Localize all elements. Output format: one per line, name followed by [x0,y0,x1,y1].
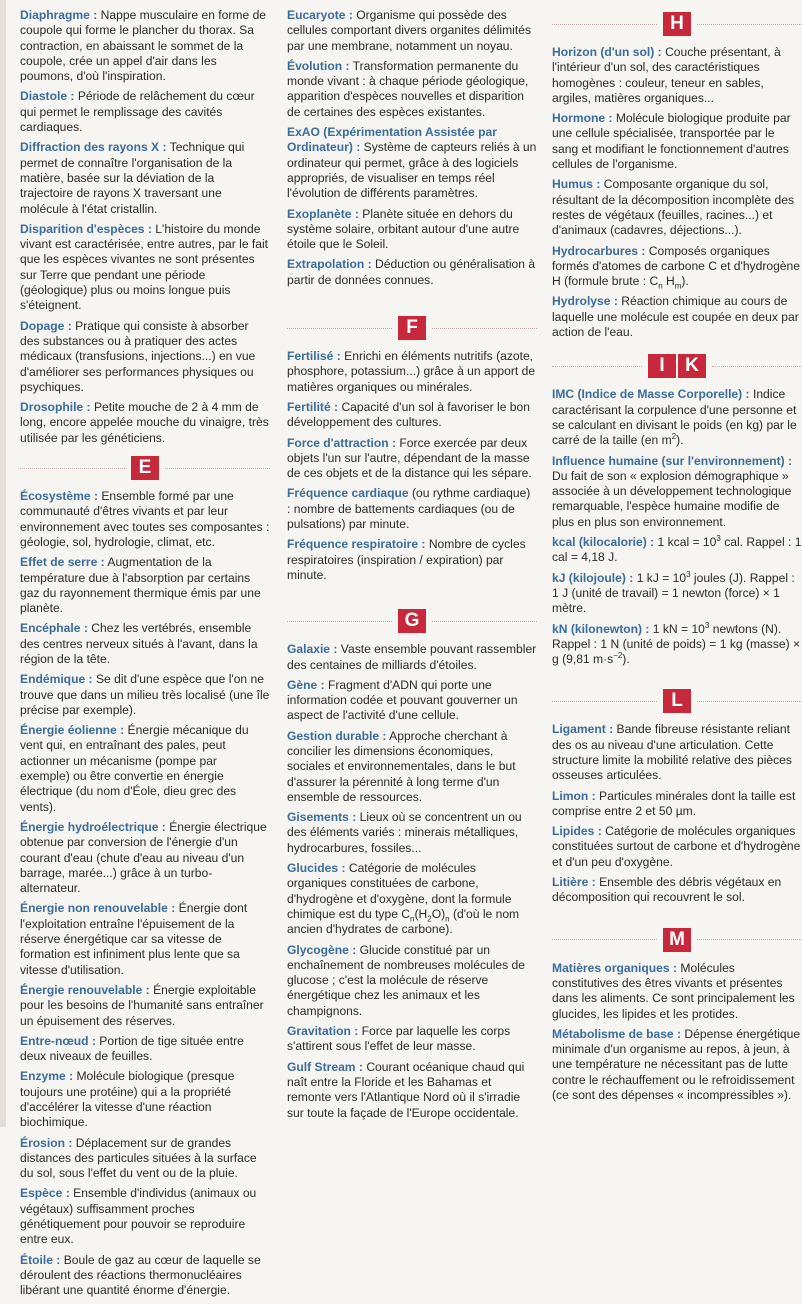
glossary-term: Diaphragme : [20,8,98,22]
glossary-definition: Bande fibreuse résistante reliant des os au niveau d'une articulation. Cette structure limite la mobilité relative des pièces osseuses articulées. [552,722,792,783]
glossary-definition: Ensemble formé par une communauté d'êtres vivants et par leur environnement avec toutes ses composantes : géologie, sol, hydrologie, climat, etc. [20,489,270,549]
glossary-entry [287,1060,537,1121]
glossary-entry [552,789,802,820]
glossary-definition: Nombre de cycles respiratoires (inspiration / expiration) par minute. [287,537,526,582]
glossary-entry [20,489,270,550]
glossary-term: Galaxie : [287,642,338,657]
glossary-definition: Énergie électrique obtenue par conversion de l'énergie d'un courant d'eau (chute d'eau au niveau d'un barrage, marée...) grâce à un turbo-alternateur. [20,819,267,896]
glossary-entry [552,111,802,172]
dotted-rule [712,366,802,367]
glossary-definition: (ou rythme cardiaque) : nombre de battements cardiaques (ou de pulsations) par minute. [287,486,531,532]
glossary-entry [287,400,537,431]
glossary-definition: Courant océanique chaud qui naît entre la Floride et les Bahamas et remonte vers l'Atlantique Nord où il s'irradie sur toute la façade de l'Europe occidentale. [287,1059,525,1120]
glossary-definition: Lieux où se concentrent un ou des éléments variés : minerais métalliques, hydrocarbures, fossiles... [287,810,522,855]
glossary-entry [552,294,802,340]
glossary-entry [20,555,270,616]
glossary-term: Effet de serre : [20,555,105,570]
glossary-term: Gisements : [287,810,357,825]
dotted-rule [552,366,642,367]
glossary-definition: Molécule biologique (presque toujours une protéine) qui a la propriété d'accélérer la vitesse d'une réaction biochimique. [20,1069,235,1130]
glossary-term: Métabolisme de base : [552,1026,682,1041]
entry-kj: kJ (kilojoule) : 1 kJ = $10^3$ joules (J). Rappel : 1 J (unité de travail) = 1 newton (force) × 1 mètre. [552,569,795,616]
glossary-term: Eucaryote : [287,8,353,22]
glossary-term: Glycogène : [287,942,357,957]
glossary-entry [20,222,270,314]
column-3 [552,8,802,1108]
dotted-rule [697,24,802,25]
glossary-definition: Fragment d'ADN qui porte une information codée et pouvant gouverner un aspect de l'activité d'une cellule. [287,677,518,723]
glossary-definition: L'histoire du monde vivant est caractérisée, entre autres, par le fait que les espèces vivantes ne sont présentes sur Terre que pendant une période (géologique) plus ou moins longue puis s'éteignent. [20,221,269,313]
glossary-definition: Pratique qui consiste à absorber des substances ou à pratiquer des actes médicaux (transfusions, injections...) en vue d'améliorer ses performances physiques ou psychiques. [20,318,256,394]
glossary-entry [20,8,270,84]
glossary-definition: Vaste ensemble pouvant rassembler des centaines de milliards d'étoiles. [287,642,537,672]
glossary-entry [287,349,537,395]
glossary-definition: Portion de tige située entre deux niveaux de feuilles. [20,1033,244,1064]
glossary-definition: Force exercée par deux objets l'un sur l'autre, dépendant de la masse de ces objets et de la distance qui les sépare. [287,435,532,481]
glossary-definition: Réaction chimique au cours de laquelle une molécule est coupée en deux par action de l'eau. [552,294,799,340]
glossary-definition: Glucide constitué par un enchaînement de nombreuses molécules de glucose ; c'est la molécule de réserve énergétique chez les animaux et les champignons. [287,942,525,1018]
dotted-rule [287,328,392,329]
glossary-definition: Ensemble des débris végétaux en décomposition qui recouvrent le sol. [552,875,782,905]
glossary-entry [20,1069,270,1130]
glossary-term: Disparition d'espèces : [20,221,152,236]
dotted-rule [552,701,657,702]
glossary-term: Fertilité : [287,399,339,414]
glossary-entry [287,207,537,253]
glossary-term: Ligament : [552,722,614,737]
glossary-entry [20,400,270,446]
glossary-definition: Énergie mécanique du vent qui, en entraînant des pales, peut actionner un mécanisme (pompe par exemple) ou être convertie en énergie électrique (du nom d'Éole, dieu grec des vents). [20,723,249,814]
glossary-term: Diffraction des rayons X : [20,140,167,155]
dotted-rule [432,328,537,329]
glossary-term: Horizon (d'un sol) : [552,45,662,59]
glossary-definition: Se dit d'une espèce que l'on ne trouve que dans un milieu très localisé (une île précise par exemple). [20,672,270,717]
glossary-term: Force d'attraction : [287,435,397,450]
entry-list-g2 [287,943,537,1121]
glossary-term: Enzyme : [20,1069,74,1084]
letter-badge-i: I [648,354,676,378]
glossary-definition: Transformation permanente du monde vivant : à chaque période géologique, apparition d'espèces nouvelles et disparition de certaines des espèces existantes. [287,58,529,119]
glossary-definition: Augmentation de la température due à l'absorption par certains gaz du rayonnement thermique émis par une planète. [20,555,261,616]
entry-hydrocarbures: Hydrocarbures : Composés organiques formés d'atomes de carbone C et d'hydrogène H (formule brute : $C_n$ $H_m$). [552,243,800,291]
glossary-entry [20,1136,270,1182]
glossary-term: Fertilisé : [287,349,341,364]
letter-badge-e: E [131,456,159,480]
glossary-definition: Approche cherchant à concilier les dimensions économiques, sociales et environnementales, dans le but d'assurer la pérennité à long terme d'un ensemble de ressources. [287,728,516,804]
glossary-entry [287,486,537,532]
glossary-definition: Nappe musculaire en forme de coupole qui forme le plancher du thorax. Sa contraction, en abaissant le sommet de la coupole, crée un appel d'air dans les poumons, d'où l'inspiration. [20,8,267,84]
page-gutter [0,0,6,1127]
glossary-entry [20,820,270,896]
glossary-term: Érosion : [20,1135,73,1150]
letter-badge-m: M [663,928,691,952]
glossary-definition: Petite mouche de 2 à 4 mm de long, encore appelée mouche du vinaigre, très utilisée par les généticiens. [20,400,269,445]
entry-list-e-cont [287,8,537,288]
dotted-rule [697,939,802,940]
glossary-definition: Système de capteurs reliés à un ordinateur qui permet, grâce à des logiciels appropriés, de visualiser en temps réel l'évolution de différents paramètres. [287,140,537,201]
glossary-entry [552,875,802,906]
letter-separator-m [552,928,802,952]
glossary-entry [552,177,802,238]
glossary-term: Gravitation : [287,1024,359,1039]
glossary-term: Hydrolyse : [552,294,618,309]
entry-kcal: kcal (kilocalorie) : 1 kcal = $10^3$ cal. Rappel : 1 cal = 4,18 J. [552,533,802,565]
glossary-definition: Technique qui permet de connaître l'organisation de la matière, basée sur la déviation de la trajectoire de rayons X traversant une molécule à l'état cristallin. [20,140,245,216]
glossary-entry [20,723,270,815]
glossary-term: ExAO (Expérimentation Assistée par Ordinateur) : [287,125,497,155]
glossary-entry [552,961,802,1022]
glossary-definition: Dépense énergétique minimale d'un organisme au repos, à jeun, à une température ne nécessitant pas de lutte contre le réchauffement ou le refroidissement (ce sont des dépenses « incompressibles »). [552,1026,801,1103]
glossary-entry [287,810,537,856]
glossary-term: Litière : [552,875,596,890]
glossary-term: Évolution : [287,58,350,73]
glossary-definition: Chez les vertébrés, ensemble des centres nerveux situés à l'avant, dans la région de la tête. [20,621,258,666]
glossary-term: Diastole : [20,89,75,104]
dotted-rule [432,621,537,622]
glossary-entry [287,729,537,805]
glossary-definition: Déplacement sur de grandes distances des particules situées à la surface du sol, sous l'effet du vent ou de la pluie. [20,1135,257,1181]
glossary-entry [20,621,270,667]
glossary-term: Énergie renouvelable : [20,982,150,997]
glossary-definition: Planète située en dehors du système solaire, orbitant autour d'une autre étoile que le Soleil. [287,206,520,252]
entry-list-h [552,45,802,239]
glossary-term: Entre-nœud : [20,1033,96,1048]
glossary-entry [552,824,802,870]
glossary-term: Dopage : [20,318,72,333]
glossary-entry [20,672,270,718]
glossary-definition: Énergie exploitable pour les besoins de l'humanité sans entraîner un épuisement des réserves. [20,982,264,1028]
column-2 [287,8,537,1126]
dotted-rule [552,939,657,940]
entry-list-f [287,349,537,583]
letter-badge-g: G [398,609,426,633]
glossary-definition: Ensemble d'individus (animaux ou végétaux) suffisamment proches génétiquement pour pouvoir se reproduire entre eux. [20,1186,257,1247]
glossary-term: Énergie non renouvelable : [20,901,176,916]
glossary-definition: Force par laquelle les corps s'attirent sous l'effet de leur masse. [287,1024,511,1054]
glossary-term: Hormone : [552,111,613,126]
letter-separator-h [552,12,802,36]
glossary-term: Fréquence cardiaque [287,486,409,501]
dotted-rule [165,468,270,469]
glossary-entry [287,8,537,54]
glossary-term: Espèce : [20,1186,70,1201]
letter-badge-l: L [663,689,691,713]
entry-list-h2 [552,294,802,340]
glossary-term: Énergie hydroélectrique : [20,819,166,834]
glossary-entry [20,983,270,1029]
entry-influence: Influence humaine (sur l'environnement) : Du fait de son « explosion démographique » associée à un développement technologique remarquable, l'espèce humaine modifie de plus en plus son environnement. [552,453,793,529]
letter-badge-k: K [678,354,706,378]
glossary-term: Énergie éolienne : [20,723,125,738]
glossary-entry [552,1027,802,1103]
glossary-term: Extrapolation : [287,257,372,272]
glossary-entry [552,722,802,783]
glossary-term: Gestion durable : [287,728,387,743]
glossary-definition: Molécule biologique produite par une cellule spécialisée, transportée par le sang et modifiant le fonctionnement d'autres cellules de l'organisme. [552,111,791,172]
glossary-term: Fréquence respiratoire : [287,537,426,552]
dotted-rule [20,468,125,469]
glossary-definition: Boule de gaz au cœur de laquelle se déroulent des réactions thermonucléaires libérant une quantité énorme d'énergie. [20,1252,261,1298]
glossary-entry [287,943,537,1019]
glossary-entry [287,59,537,120]
glossary-entry [287,642,537,673]
entry-list-m [552,961,802,1104]
glossary-term: Limon : [552,788,596,803]
glossary-definition: Enrichi en éléments nutritifs (azote, phosphore, potassium...) grâce à un apport de matières organiques ou minérales. [287,349,536,394]
glossary-entry [287,436,537,482]
glossary-entry [552,45,802,106]
dotted-rule [287,621,392,622]
glossary-entry [287,678,537,724]
glossary-entry [287,257,537,288]
glossary-entry [20,1253,270,1299]
glossary-entry [287,1024,537,1055]
glossary-term: Gulf Stream : [287,1059,363,1074]
glossary-term: Écosystème : [20,489,98,504]
entry-list-g [287,642,537,856]
entry-kn: kN (kilonewton) : 1 kN = $10^3$ newtons (N). Rappel : 1 N (unité de poids) = 1 kg (masse) × g (9,81 $m\cdot s^{-2}$). [552,620,801,667]
letter-badge-h: H [663,12,691,36]
column-1 [20,8,270,1304]
glossary-term: Exoplanète : [287,206,359,221]
glossary-term: Étoile : [20,1252,61,1267]
glossary-entry [20,1186,270,1247]
glossary-entry [287,537,537,583]
entry-glucides: Glucides : Catégorie de molécules organiques constituées de carbone, d'hydrogène et d'oxygène, dont la formule chimique est du type $C_n(H_2O)_n$ (d'où le nom ancien d'hydrates de carbone). [287,861,520,937]
letter-badge-f: F [398,316,426,340]
glossary-definition: Molécules constitutives des êtres vivants et présentes dans les aliments. Ce sont principalement les glucides, les lipides et les protides. [552,960,795,1021]
entry-list-e [20,489,270,1299]
glossary-term: Humus : [552,177,601,192]
entry-imc: IMC (Indice de Masse Corporelle) : Indice caractérisant la corpulence d'une personne et se calculant en divisant le poids (en kg) par le carré de la taille (en $m^2$). [552,387,797,448]
dotted-rule [697,701,802,702]
glossary-definition: Période de relâchement du cœur qui permet le remplissage des cavités cardiaques. [20,89,255,135]
glossary-entry [20,319,270,395]
glossary-definition: Déduction ou généralisation à partir de données connues. [287,257,536,287]
glossary-term: Endémique : [20,672,93,687]
letter-separator-e [20,456,270,480]
glossary-entry [20,89,270,135]
glossary-entry [20,140,270,216]
entry-list-d [20,8,270,446]
glossary-definition: Catégorie de molécules organiques constituées surtout de carbone et d'hydrogène et d'un peu d'oxygène. [552,824,801,869]
letter-separator-f [287,316,537,340]
glossary-definition: Capacité d'un sol à favoriser le bon développement des cultures. [287,399,530,430]
dotted-rule [552,24,657,25]
glossary-definition: Particules minérales dont la taille est comprise entre 2 et 50 µm. [552,788,796,818]
glossary-term: Encéphale : [20,621,88,636]
glossary-entry [20,901,270,977]
glossary-definition: Énergie dont l'exploitation entraîne l'épuisement de la réserve énergétique car sa vitesse de formation est infiniment plus lente que sa vitesse d'utilisation. [20,901,248,977]
glossary-definition: Couche présentant, à l'intérieur d'un sol, des caractéristiques homogènes : couleur, teneur en sables, argiles, matières organiques... [552,45,781,105]
letter-separator-g [287,609,537,633]
glossary-term: Drosophile : [20,400,91,415]
glossary-term: Gène : [287,677,325,692]
letter-separator-ik [552,354,802,378]
glossary-entry [20,1034,270,1065]
glossary-definition: Organisme qui possède des cellules comportant divers organites délimités par une membrane, notamment un noyau. [287,8,532,53]
glossary-term: Matières organiques : [552,960,678,975]
letter-separator-l [552,689,802,713]
glossary-definition: Composante organique du sol, résultant de la décomposition incomplète des restes de végétaux (feuilles, racines...) et d'animaux (cadavres, déjections...). [552,177,795,238]
glossary-term: Lipides : [552,824,602,839]
glossary-entry [287,125,537,201]
entry-list-l [552,722,802,905]
